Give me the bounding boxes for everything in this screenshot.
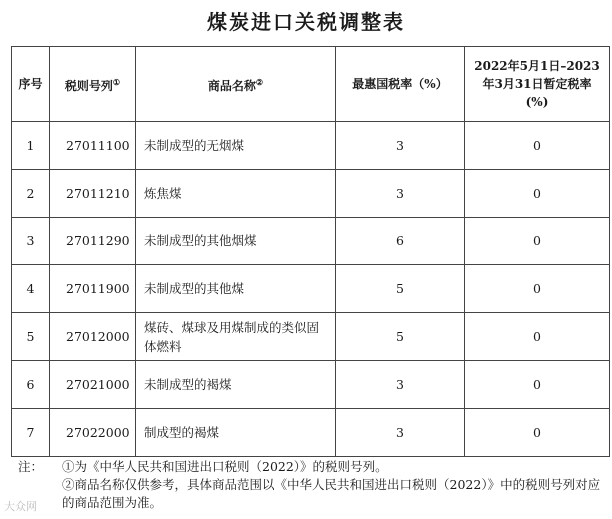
cell-provisional-rate: 0 (465, 313, 610, 361)
header-code (50, 47, 136, 122)
footnote-1-row (18, 458, 604, 476)
header-mfn-rate: 最惠国税率（%） (336, 47, 465, 122)
cell-name: 制成型的褐煤 (136, 408, 336, 456)
cell-name: 未制成型的其他烟煤 (136, 217, 336, 265)
cell-seq: 4 (12, 265, 50, 313)
document-title: 煤炭进口关税调整表 (207, 10, 405, 34)
cell-name: 未制成型的其他煤 (136, 265, 336, 313)
table-row (12, 169, 610, 217)
table-row (12, 265, 610, 313)
header-name-footnote-mark: ② (255, 77, 264, 87)
cell-code: 27011290 (50, 217, 136, 265)
header-provisional-line3: (%) (525, 95, 549, 109)
cell-code: 27012000 (50, 313, 136, 361)
cell-name: 煤砖、煤球及用煤制成的类似固体燃料 (136, 313, 336, 361)
header-provisional-rate (465, 47, 610, 122)
cell-name: 未制成型的无烟煤 (136, 122, 336, 170)
header-name (136, 47, 336, 122)
header-name-label: 商品名称 (207, 79, 256, 93)
cell-mfn-rate: 5 (336, 313, 465, 361)
table-row (12, 217, 610, 265)
cell-mfn-rate: 3 (336, 122, 465, 170)
cell-provisional-rate: 0 (465, 169, 610, 217)
cell-provisional-rate: 0 (465, 122, 610, 170)
header-seq: 序号 (12, 47, 50, 122)
header-provisional-line2: 年3月31日暂定税率 (482, 77, 592, 91)
footnote-1: ①为《中华人民共和国进出口税则（2022）》的税则号列。 (62, 459, 388, 474)
cell-name: 炼焦煤 (136, 169, 336, 217)
cell-seq: 7 (12, 408, 50, 456)
cell-provisional-rate: 0 (465, 360, 610, 408)
cell-code: 27011210 (50, 169, 136, 217)
cell-code: 27011100 (50, 122, 136, 170)
cell-seq: 6 (12, 360, 50, 408)
table-row (12, 408, 610, 456)
cell-seq: 2 (12, 169, 50, 217)
footnote-label: 注： (18, 459, 44, 474)
cell-seq: 1 (12, 122, 50, 170)
tariff-table (11, 46, 610, 457)
table-row (12, 122, 610, 170)
cell-mfn-rate: 5 (336, 265, 465, 313)
cell-provisional-rate: 0 (465, 408, 610, 456)
cell-code: 27011900 (50, 265, 136, 313)
cell-provisional-rate: 0 (465, 265, 610, 313)
cell-code: 27022000 (50, 408, 136, 456)
cell-name: 未制成型的褐煤 (136, 360, 336, 408)
table-row (12, 360, 610, 408)
header-provisional-line1: 2022年5月1日–2023 (474, 59, 600, 73)
cell-mfn-rate: 3 (336, 360, 465, 408)
table-row (12, 313, 610, 361)
cell-provisional-rate: 0 (465, 217, 610, 265)
cell-mfn-rate: 3 (336, 408, 465, 456)
header-code-label: 税则号列 (64, 79, 113, 93)
footnotes (18, 458, 604, 512)
cell-code: 27021000 (50, 360, 136, 408)
watermark-text: 大众网 (4, 500, 37, 513)
cell-seq: 3 (12, 217, 50, 265)
footnote-2: ②商品名称仅供参考，具体商品范围以《中华人民共和国进出口税则（2022）》中的税则号列对应的商品范围为准。 (62, 477, 601, 510)
header-code-footnote-mark: ① (112, 77, 121, 87)
cell-mfn-rate: 3 (336, 169, 465, 217)
cell-mfn-rate: 6 (336, 217, 465, 265)
table-header-row (12, 47, 610, 122)
cell-seq: 5 (12, 313, 50, 361)
